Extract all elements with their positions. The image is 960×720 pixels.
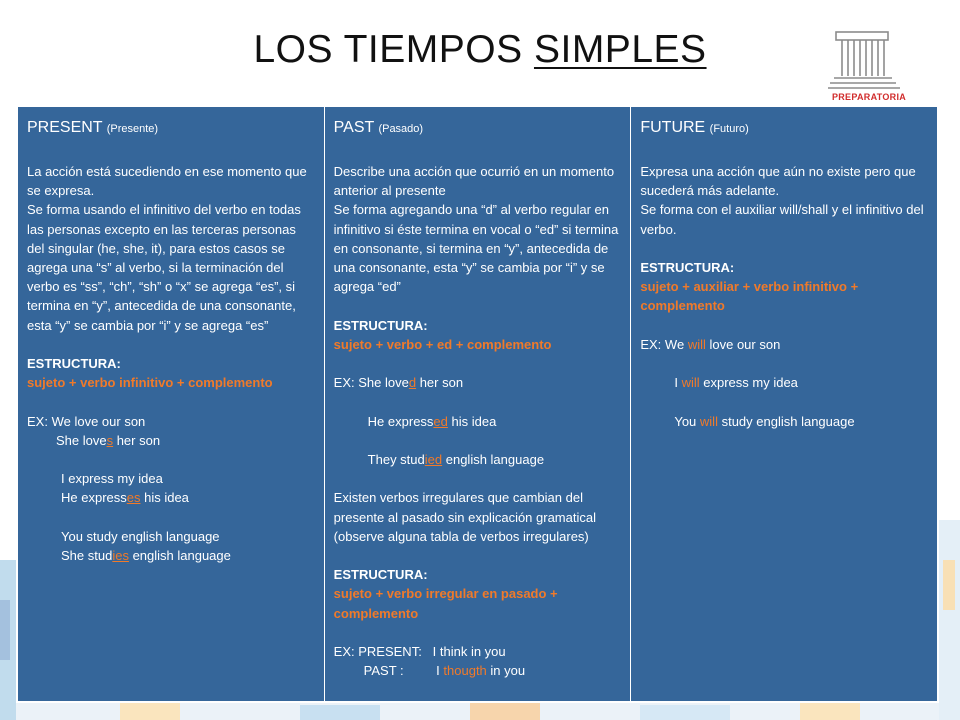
future-example-3 (640, 412, 929, 431)
past-irregular-note: Existen verbos irregulares que cambian del presente al pasado sin explicación gramatical (observe alguna tabla de verbos irregulares) (333, 490, 596, 544)
future-description: Expresa una acción que aún no existe pero que sucederá más adelante. (640, 164, 916, 199)
present-heading (27, 119, 316, 138)
present-ex2-suffix: s (106, 432, 114, 448)
title-text: LOS TIEMPOS (253, 28, 534, 71)
present-example-1 (27, 412, 316, 431)
past-heading-text: PAST (333, 119, 379, 136)
past-ex4-text: I think in you (432, 643, 506, 659)
future-ex3-a: You (674, 413, 700, 429)
future-ex1-c: love our son (705, 336, 781, 352)
future-ex-prefix: EX: (640, 336, 665, 352)
future-ex2-aux: will (681, 375, 700, 391)
past-ex3-a: They stud (367, 451, 425, 467)
present-ex2-a: She love (56, 432, 107, 448)
present-example-3: I express my idea (61, 471, 163, 487)
past-ex1-a: She love (358, 375, 409, 391)
past-formation: Se forma agregando una “d” al verbo regular en infinitivo si éste termina en vocal o “ed” si termina en consonante, si termina en “y”, antecedida de una consonante, esta “y” se cambia por “i” y se agrega “ed” (333, 202, 619, 295)
present-ex2-c: her son (113, 432, 161, 448)
past-description: Describe una acción que ocurrió en un momento anterior al presente (333, 164, 615, 199)
past-ex2-suffix: ed (433, 413, 448, 429)
future-ex3-aux: will (699, 413, 718, 429)
logo-text: PREPARATORIA (831, 92, 907, 102)
past-structure2: sujeto + verbo irregular en pasado + complemento (333, 586, 558, 621)
past-structure-label: ESTRUCTURA: (333, 317, 428, 333)
past-heading-small: (Pasado) (378, 123, 424, 135)
present-heading-small: (Presente) (106, 123, 159, 135)
present-ex6-a: She stud (61, 548, 113, 563)
present-ex6-c: english language (128, 548, 231, 563)
present-ex4-suffix: es (126, 490, 141, 506)
past-example-5 (334, 661, 623, 680)
present-example-2 (27, 431, 316, 450)
past-structure: sujeto + verbo + ed + complemento (333, 336, 552, 352)
past-ex1-suffix: d (408, 375, 417, 391)
past-ex5-c: in you (486, 663, 526, 679)
future-example-1 (640, 335, 929, 354)
tenses-table (16, 105, 939, 703)
future-example-2 (640, 373, 929, 392)
future-ex2-c: express my idea (699, 375, 798, 391)
past-example-4 (334, 642, 623, 661)
future-structure-label: ESTRUCTURA: (640, 260, 735, 275)
present-column (18, 107, 325, 701)
future-ex3-c: study english language (717, 413, 855, 429)
future-formation: Se forma con el auxiliar will/shall y el infinitivo del verbo. (640, 202, 924, 237)
present-ex4-c: his idea (140, 490, 189, 506)
past-heading (334, 119, 623, 138)
present-ex6-suffix: ies (112, 548, 129, 563)
present-structure: sujeto + verbo infinitivo + complemento (27, 375, 273, 391)
past-ex3-c: english language (442, 451, 545, 467)
present-example-4 (27, 488, 316, 507)
future-ex1-a: We (664, 336, 688, 352)
past-ex-prefix: EX: (333, 375, 359, 391)
future-structure: sujeto + auxiliar + verbo infinitivo + complemento (640, 279, 859, 314)
past-ex2-c: his idea (447, 413, 497, 429)
past-ex3-suffix: ied (424, 451, 443, 467)
past-ex5-a: I (436, 663, 444, 679)
future-heading (640, 119, 929, 138)
past-column (325, 107, 632, 701)
present-ex4-a: He express (61, 490, 127, 506)
past-example-1 (334, 373, 623, 392)
future-heading-text: FUTURE (640, 119, 710, 136)
present-ex1-text: We love our son (51, 413, 146, 429)
past-ex1-c: her son (416, 375, 464, 391)
past-ex2-a: He express (367, 413, 434, 429)
past-example-2 (334, 412, 623, 431)
future-heading-small: (Futuro) (709, 123, 749, 135)
present-description: La acción está sucediendo en ese momento que se expresa. (27, 164, 307, 199)
building-icon (828, 28, 910, 92)
school-logo (828, 28, 910, 110)
present-formation: Se forma usando el infinitivo del verbo en todas las personas excepto en las terceras personas del singular (he, she, it), para estos casos se agrega una “s” al verbo, si la terminación del verbo es “ss”, “ch”, “sh” o “x” se agrega “es”, si termina en “y”, antecedida de una consonante, esta “y” se cambia por “i” y se agrega “es” (27, 202, 301, 333)
past-ex5-label: PAST : (363, 663, 404, 679)
title-underlined-text: SIMPLES (533, 28, 707, 71)
page-title (0, 28, 960, 72)
past-structure2-label: ESTRUCTURA: (333, 567, 428, 583)
future-column (631, 107, 937, 701)
past-ex4-label: EX: PRESENT: (333, 643, 422, 659)
present-example-5: You study english language (61, 528, 220, 544)
present-structure-label: ESTRUCTURA: (27, 356, 121, 372)
present-heading-text: PRESENT (27, 119, 107, 136)
future-ex1-aux: will (687, 336, 706, 352)
past-ex5-highlight: thougth (443, 663, 487, 679)
present-ex-prefix: EX: (27, 413, 52, 429)
present-example-6 (27, 546, 316, 565)
future-ex2-a: I (674, 375, 682, 391)
past-example-3 (334, 450, 623, 469)
